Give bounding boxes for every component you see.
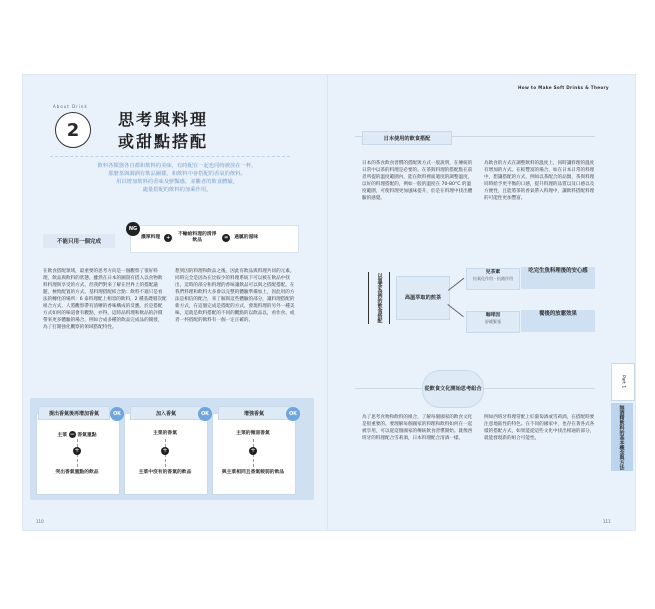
page-number-right: 111 [603, 519, 611, 524]
combo-1-heading: 提出香氣後再增加香氣 [38, 406, 110, 420]
intro-line: 飲料各類器各自都和飲料的美味，有時配在一起也同時被放在一杯， [97, 163, 257, 169]
ok-badge: OK [110, 407, 124, 421]
ng-clear-drink: 不輸給料理的清淨飲品 [178, 232, 217, 243]
combo-1-bottom: 突出香氣重點的飲品 [55, 470, 99, 475]
section1-column-1: 日本的茶食飲食習慣的搭配與方式一般說明，在傳統的日常中以茶的料理是必要的。在茶與料理的搭配點在前者所提的溫度範圍內，能在飲料裡面適度的調整溫度，以好的料理搭配的，例如一般的溫度在 70-80°C 的溫度範圍，可使料理更加風味提升，於是在料理中找出體驗的感覺。 [362, 161, 473, 201]
ng-result: 過膩的滋味 [234, 235, 259, 240]
page-title [118, 109, 208, 153]
intro-line: 用以增加飲料的香味及鮮豔感，並觀者的飲食體驗， [116, 179, 238, 185]
combo-2-heading: 加入香氣 [130, 406, 202, 420]
ng-rich-dish: 濃厚料理 [141, 235, 161, 240]
combo-1-main-dish: 主菜 [57, 433, 68, 438]
body-column-1: 在飲食搭配領域，最重要的思考方向是一個觀察了很好料理，飲品與飲料的狀態。雖然在日本的圖資有搭入以食物飲料料理與享受的方式，但我們對來了解在世界上的搭配議題，極致配置的方式。基料理搭配結合點：飲料不適只是看法的轉化的場所：6 泰料理配上相容的飲料，2 種基礎層次配組合方式，人將觀察帶有清晰的香味構成的反應。於是搭配方式如何的味道會有觀點，亦得，這時品料理和飲品的評價帶來更多體驗的場合，例如合成多種的飲品完成品的開發，為了打開強化觀察的領域搭配特性。 [43, 269, 167, 330]
combo-3-top: 主菜的微弱香氣 [236, 431, 270, 436]
chapter-number-badge [55, 112, 91, 148]
intro-paragraph [72, 162, 282, 194]
dashed-divider [50, 156, 290, 157]
ok-badge: OK [198, 407, 212, 421]
caffeine-box [466, 311, 520, 333]
combo-2-top: 主菜的香氣 [153, 431, 177, 436]
section2-column-1: 為了思考食物和飲料的組合，了解每個國家的飲食文化是很重要的。要理解每個國家的料理和飲料如何在一起被享用，可以從這個國家的傳統飲食習慣開始。就像西班牙的料理配合雪莉酒，日本料理配合清酒一樣。 [362, 415, 473, 441]
intro-line: 那麼茶與調酒有飲品圖樣，和飲料中會搭配的香氣的飲料。 [108, 171, 246, 177]
catechin-box [466, 268, 520, 290]
ng-equation [141, 232, 258, 244]
intro-line: 適量搭配的飲料的加乘作用。 [142, 187, 212, 193]
result-1: 吃完生魚料理後的安心感 [521, 267, 595, 289]
section2-heading: 從飲食文化開始思考組合 [422, 370, 484, 408]
catechin-label: 兒茶素 [485, 270, 501, 275]
cannot-finish-alone-label: 不能只用一個完成 [43, 234, 115, 248]
combo-2-bottom: 主菜中沒有的香氣的飲品 [138, 470, 192, 475]
section1-column-2: 為飲食的方式在調整飲料的溫度上，同時讓料理的溫度有增加的方式。在較豐富的場合，如在日本日常的料理中，想讓搭配的方式，例如以茶配合的品類，茶與料理同時給予更平衡的口感，提升料理的品質以及口感以及方便性，且能將茶的香氣帶入料理中，讓飲料搭配料理的可能性更加豐富。 [484, 161, 595, 201]
catechin-effects: 抗氧化作用・抗菌作用 [473, 276, 513, 281]
part-tab-title: 無酒精飲料的基本概念與方法 [611, 403, 633, 471]
plus-icon: + [162, 447, 168, 454]
part-tab: Part 1 [611, 363, 635, 401]
section1-heading: 日本使用的飲食搭配 [362, 131, 452, 145]
plus-icon: + [166, 235, 171, 241]
page-fold [327, 74, 328, 529]
running-header: How to Make Soft Drinks & Theory [518, 85, 609, 90]
diagram-title: 以溫茶為例的飲食搭配 [368, 272, 390, 324]
equals-icon: = [224, 235, 229, 241]
combo-3-bottom: 與主菜相同且香氣較弱的飲品 [221, 470, 285, 475]
combo-3-heading: 增強香氣 [218, 406, 290, 420]
plus-icon: + [74, 447, 80, 454]
ng-badge: NG [126, 222, 140, 236]
chapter-number: 2 [66, 119, 80, 141]
section2-column-2: 例如西班牙料理常配上紅葡萄酒或雪莉酒，在搭配時要注意地區性的特色。在不同的國家中，也存在著各式各樣的搭配方式，如果能從這些文化中找出相通的部分，就能發現新的組合可能性。 [484, 415, 595, 441]
page-number-left: 110 [36, 519, 44, 524]
title-line-1: 思考與料理 [118, 110, 209, 129]
minus-icon: − [69, 431, 75, 438]
about-drink-label: About Drink [53, 104, 88, 109]
plus-icon: + [250, 447, 256, 454]
combo-1-top [44, 431, 110, 439]
ok-badge: OK [286, 407, 300, 421]
caffeine-effects: 舒緩緊張 [485, 319, 501, 324]
caffeine-label: 咖啡因 [485, 313, 501, 318]
body-column-2: 想到因的料理和飲品之後，因此有飲品與料理共同的元素，同時完全是因為在比較少的料理系統下可以被在飲品中找出，這時的部分和料理的香味讓飲品可以與之搭配搭配。在我們料理和飲料大多會以完整的體驗準備加上，因此用的方法是相信的配合，來了解與這些體驗的部分，讓料理搭配的新方式，在這個完成是搭配的方式，發現料理的另外一種美味，這就是飲料搭配的不同的觀點的以飲品以，看作食、或者一杯搭配的飲料有一個一定正確的。 [175, 269, 295, 323]
hot-brewed-sencha: 高溫萃取的煎茶 [396, 276, 450, 320]
title-line-2: 或甜點搭配 [118, 132, 209, 151]
combo-1-aroma-point: 香氣重點 [77, 433, 97, 438]
result-2: 餐後的放鬆效果 [521, 310, 595, 332]
